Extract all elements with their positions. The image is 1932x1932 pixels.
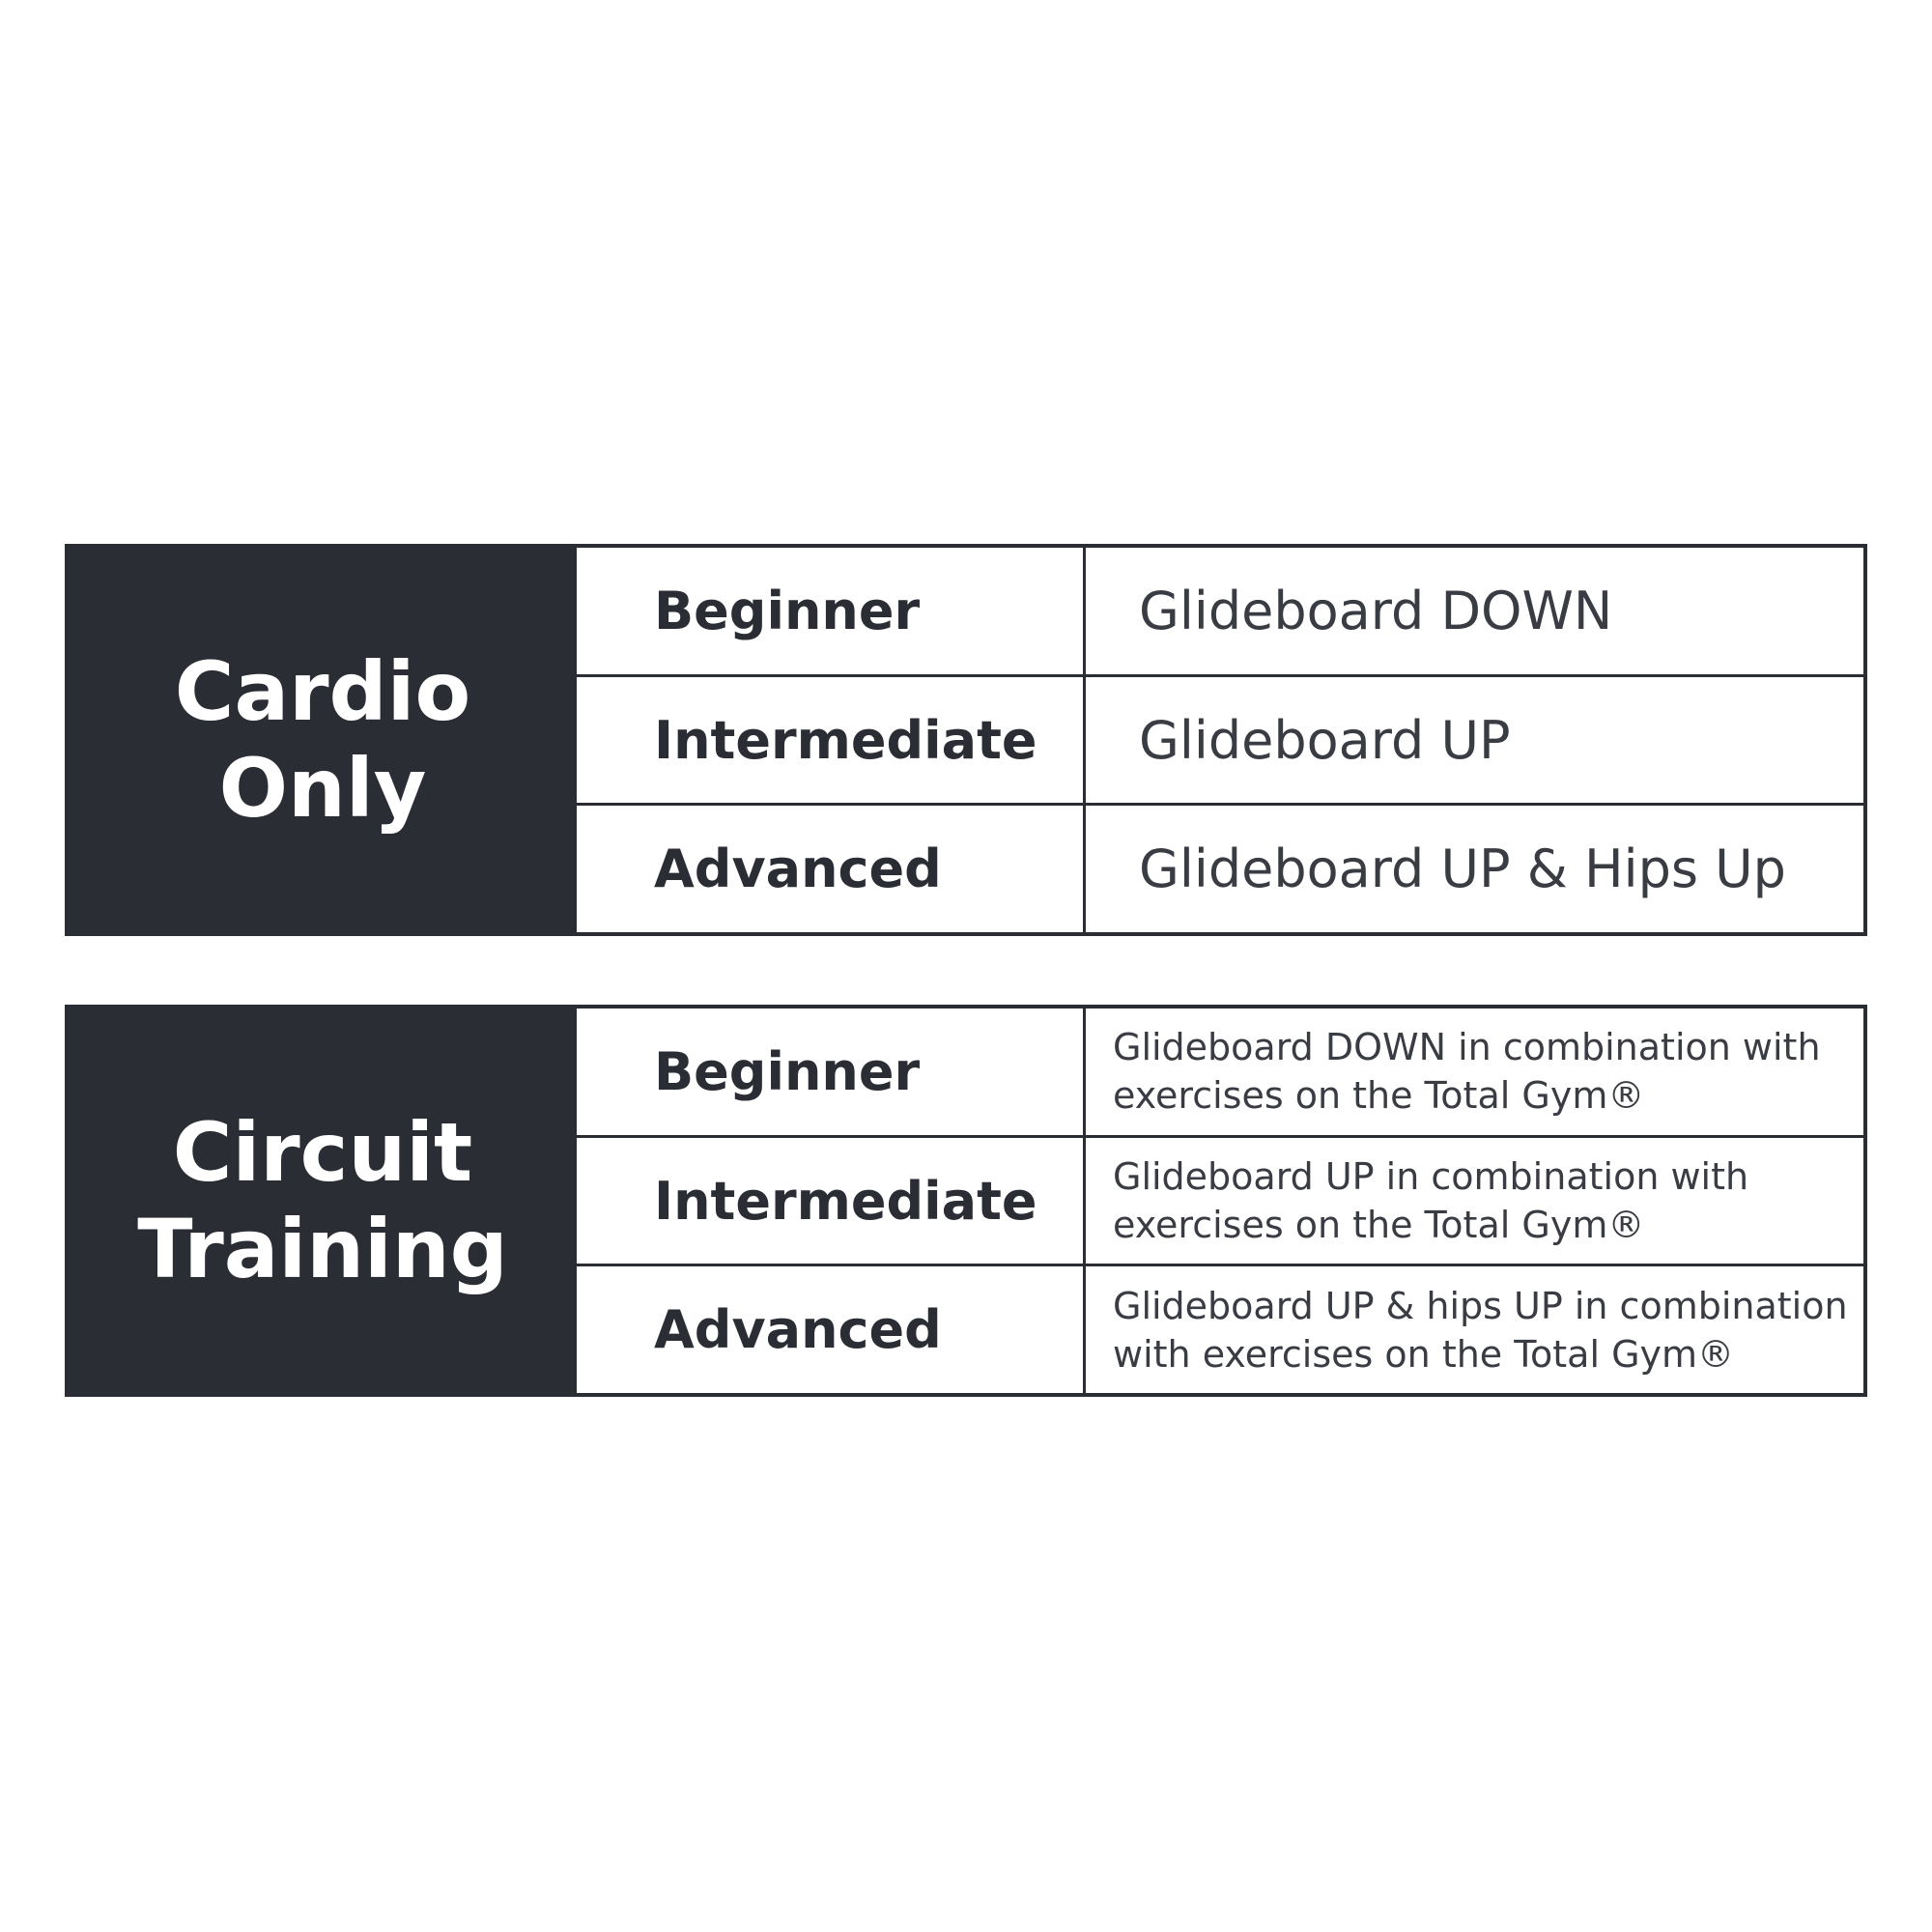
table-heading-cell xyxy=(69,548,577,932)
table-row xyxy=(577,1138,1863,1267)
table-row xyxy=(577,548,1863,677)
level-label: Intermediate xyxy=(654,709,1037,771)
table-row xyxy=(577,677,1863,807)
description-cell xyxy=(1086,677,1863,804)
description-cell xyxy=(1086,1009,1863,1135)
circuit-training-table xyxy=(65,1005,1867,1397)
level-label: Advanced xyxy=(654,838,942,900)
description-text: Glideboard DOWN xyxy=(1139,580,1613,641)
description-text: Glideboard UP & hips UP in combination with exercises on the Total Gym® xyxy=(1113,1284,1848,1376)
level-label: Advanced xyxy=(654,1299,942,1361)
table-rows xyxy=(577,548,1863,932)
description-text: Glideboard UP & Hips Up xyxy=(1139,838,1786,900)
cardio-only-heading: Cardio Only xyxy=(174,644,471,836)
description-text: Glideboard UP xyxy=(1139,709,1511,771)
table-rows xyxy=(577,1009,1863,1393)
description-cell xyxy=(1086,1138,1863,1264)
table-heading-cell xyxy=(69,1009,577,1393)
level-cell xyxy=(577,1266,1086,1393)
level-cell xyxy=(577,1138,1086,1264)
level-label: Beginner xyxy=(654,1040,921,1102)
level-label: Intermediate xyxy=(654,1170,1037,1232)
level-label: Beginner xyxy=(654,580,921,641)
cardio-only-table xyxy=(65,544,1867,936)
description-cell xyxy=(1086,1266,1863,1393)
description-cell xyxy=(1086,806,1863,932)
table-row xyxy=(577,806,1863,932)
level-cell xyxy=(577,548,1086,674)
level-cell xyxy=(577,677,1086,804)
circuit-training-heading: Circuit Training xyxy=(137,1105,508,1296)
description-text: Glideboard DOWN in combination with exercises on the Total Gym® xyxy=(1113,1026,1821,1118)
level-cell xyxy=(577,1009,1086,1135)
table-row xyxy=(577,1009,1863,1138)
description-text: Glideboard UP in combination with exercises on the Total Gym® xyxy=(1113,1155,1749,1246)
table-row xyxy=(577,1266,1863,1393)
description-cell xyxy=(1086,548,1863,674)
level-cell xyxy=(577,806,1086,932)
